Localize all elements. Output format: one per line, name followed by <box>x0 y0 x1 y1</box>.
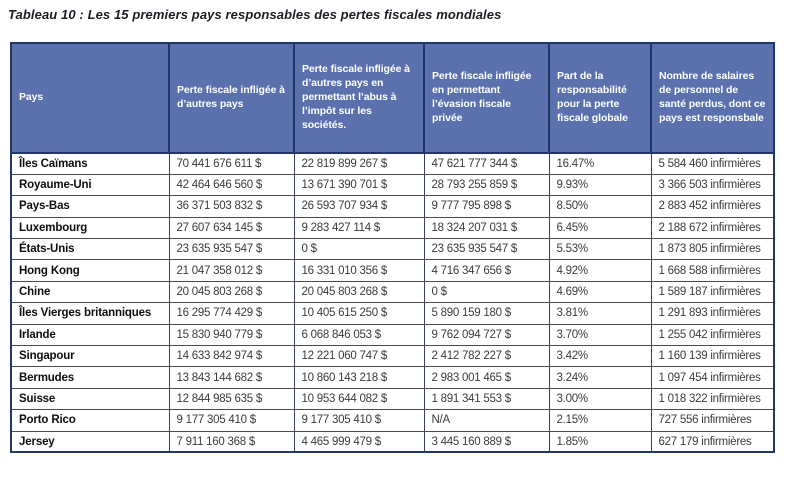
value-cell: 8.50% <box>549 196 651 217</box>
value-cell: 9 777 795 898 $ <box>424 196 549 217</box>
value-cell: 1 160 139 infirmières <box>651 346 774 367</box>
value-cell: 9.93% <box>549 174 651 195</box>
value-cell: 16 295 774 429 $ <box>169 303 294 324</box>
value-cell: N/A <box>424 410 549 431</box>
value-cell: 3.24% <box>549 367 651 388</box>
value-cell: 2 883 452 infirmières <box>651 196 774 217</box>
value-cell: 1 668 588 infirmières <box>651 260 774 281</box>
country-cell: États-Unis <box>11 239 169 260</box>
table-row <box>11 303 774 324</box>
value-cell: 42 464 646 560 $ <box>169 174 294 195</box>
table-row <box>11 196 774 217</box>
value-cell: 4.69% <box>549 281 651 302</box>
column-header-perte-autres-pays: Perte fiscale infligée à d’autres pays <box>169 43 294 153</box>
value-cell: 26 593 707 934 $ <box>294 196 424 217</box>
column-header-perte-abus-impot-societes: Perte fiscale infligée à d’autres pays en permettant l’abus à l’impôt sur les sociétés. <box>294 43 424 153</box>
tax-loss-table <box>10 42 775 453</box>
value-cell: 16 331 010 356 $ <box>294 260 424 281</box>
value-cell: 47 621 777 344 $ <box>424 153 549 174</box>
value-cell: 27 607 634 145 $ <box>169 217 294 238</box>
value-cell: 2 188 672 infirmières <box>651 217 774 238</box>
column-header-part-responsabilite: Part de la responsabilité pour la perte fiscale globale <box>549 43 651 153</box>
column-header-perte-evasion-privee: Perte fiscale infligée en permettant l’évasion fiscale privée <box>424 43 549 153</box>
value-cell: 9 762 094 727 $ <box>424 324 549 345</box>
value-cell: 23 635 935 547 $ <box>424 239 549 260</box>
value-cell: 1 891 341 553 $ <box>424 388 549 409</box>
country-cell: Porto Rico <box>11 410 169 431</box>
country-cell: Suisse <box>11 388 169 409</box>
table-row <box>11 239 774 260</box>
value-cell: 21 047 358 012 $ <box>169 260 294 281</box>
value-cell: 14 633 842 974 $ <box>169 346 294 367</box>
country-cell: Chine <box>11 281 169 302</box>
value-cell: 16.47% <box>549 153 651 174</box>
value-cell: 2.15% <box>549 410 651 431</box>
value-cell: 3.00% <box>549 388 651 409</box>
column-header-salaires-sante-perdus: Nombre de salaires de personnel de santé perdus, dont ce pays est responsbale <box>651 43 774 153</box>
value-cell: 5 890 159 180 $ <box>424 303 549 324</box>
value-cell: 4 716 347 656 $ <box>424 260 549 281</box>
table-header-row <box>11 43 774 153</box>
value-cell: 10 953 644 082 $ <box>294 388 424 409</box>
country-cell: Royaume-Uni <box>11 174 169 195</box>
value-cell: 6.45% <box>549 217 651 238</box>
value-cell: 2 412 782 227 $ <box>424 346 549 367</box>
value-cell: 6 068 846 053 $ <box>294 324 424 345</box>
country-cell: Jersey <box>11 431 169 452</box>
column-header-pays: Pays <box>11 43 169 153</box>
value-cell: 9 283 427 114 $ <box>294 217 424 238</box>
country-cell: Bermudes <box>11 367 169 388</box>
value-cell: 3.42% <box>549 346 651 367</box>
value-cell: 1 097 454 infirmières <box>651 367 774 388</box>
value-cell: 4 465 999 479 $ <box>294 431 424 452</box>
table-row <box>11 388 774 409</box>
value-cell: 9 177 305 410 $ <box>169 410 294 431</box>
country-cell: Îles Caïmans <box>11 153 169 174</box>
value-cell: 13 671 390 701 $ <box>294 174 424 195</box>
table-row <box>11 431 774 452</box>
value-cell: 0 $ <box>424 281 549 302</box>
table-row <box>11 367 774 388</box>
value-cell: 3.81% <box>549 303 651 324</box>
value-cell: 23 635 935 547 $ <box>169 239 294 260</box>
value-cell: 36 371 503 832 $ <box>169 196 294 217</box>
value-cell: 5.53% <box>549 239 651 260</box>
value-cell: 1 589 187 infirmières <box>651 281 774 302</box>
value-cell: 20 045 803 268 $ <box>294 281 424 302</box>
table-row <box>11 217 774 238</box>
value-cell: 15 830 940 779 $ <box>169 324 294 345</box>
value-cell: 3.70% <box>549 324 651 345</box>
table-row <box>11 260 774 281</box>
value-cell: 627 179 infirmières <box>651 431 774 452</box>
value-cell: 727 556 infirmières <box>651 410 774 431</box>
value-cell: 3 445 160 889 $ <box>424 431 549 452</box>
value-cell: 9 177 305 410 $ <box>294 410 424 431</box>
value-cell: 4.92% <box>549 260 651 281</box>
value-cell: 1.85% <box>549 431 651 452</box>
value-cell: 7 911 160 368 $ <box>169 431 294 452</box>
value-cell: 12 844 985 635 $ <box>169 388 294 409</box>
value-cell: 22 819 899 267 $ <box>294 153 424 174</box>
value-cell: 10 405 615 250 $ <box>294 303 424 324</box>
value-cell: 28 793 255 859 $ <box>424 174 549 195</box>
country-cell: Singapour <box>11 346 169 367</box>
country-cell: Irlande <box>11 324 169 345</box>
value-cell: 13 843 144 682 $ <box>169 367 294 388</box>
value-cell: 1 291 893 infirmières <box>651 303 774 324</box>
table-row <box>11 281 774 302</box>
value-cell: 20 045 803 268 $ <box>169 281 294 302</box>
table-row <box>11 324 774 345</box>
value-cell: 10 860 143 218 $ <box>294 367 424 388</box>
value-cell: 0 $ <box>294 239 424 260</box>
country-cell: Îles Vierges britanniques <box>11 303 169 324</box>
value-cell: 12 221 060 747 $ <box>294 346 424 367</box>
value-cell: 2 983 001 465 $ <box>424 367 549 388</box>
country-cell: Pays-Bas <box>11 196 169 217</box>
table-title: Tableau 10 : Les 15 premiers pays responsables des pertes fiscales mondiales <box>8 7 502 22</box>
table-row <box>11 346 774 367</box>
country-cell: Hong Kong <box>11 260 169 281</box>
country-cell: Luxembourg <box>11 217 169 238</box>
value-cell: 1 255 042 infirmières <box>651 324 774 345</box>
table-row <box>11 153 774 174</box>
value-cell: 1 018 322 infirmières <box>651 388 774 409</box>
table-row <box>11 410 774 431</box>
value-cell: 5 584 460 infirmières <box>651 153 774 174</box>
value-cell: 3 366 503 infirmières <box>651 174 774 195</box>
table-row <box>11 174 774 195</box>
value-cell: 70 441 676 611 $ <box>169 153 294 174</box>
value-cell: 1 873 805 infirmières <box>651 239 774 260</box>
value-cell: 18 324 207 031 $ <box>424 217 549 238</box>
